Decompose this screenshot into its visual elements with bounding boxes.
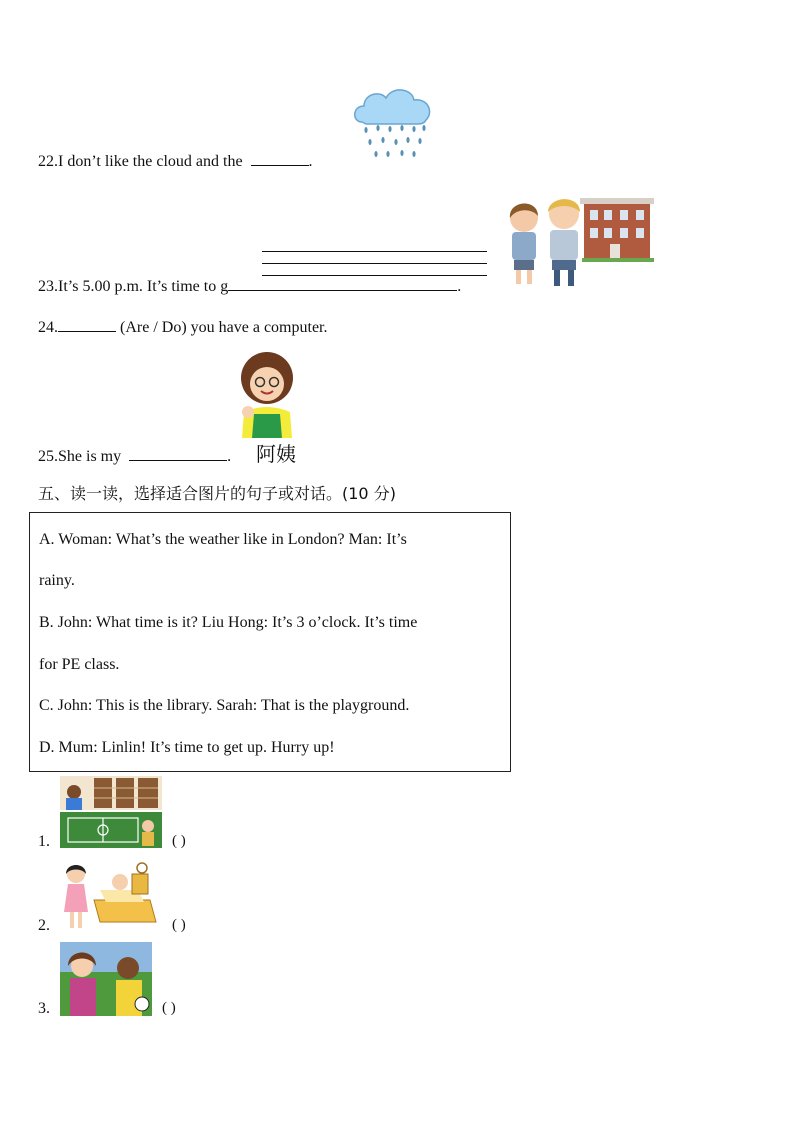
option-d: D. Mum: Linlin! It’s time to get up. Hurry up! <box>39 739 335 756</box>
answer-blank-22[interactable] <box>251 151 309 166</box>
question-22 <box>38 151 313 171</box>
option-c: C. John: This is the library. Sarah: That is the playground. <box>39 697 410 714</box>
question-23 <box>38 276 461 296</box>
option-b-line2: for PE class. <box>39 656 120 673</box>
library-playground-image <box>60 776 162 848</box>
question-25 <box>38 446 231 466</box>
item-3-answer[interactable]: ( ) <box>162 1000 176 1016</box>
question-23-period: . <box>457 278 462 295</box>
item-2-number: 2. <box>38 917 50 934</box>
option-a-line1: A. Woman: What’s the weather like in London? Man: It’s <box>39 531 407 548</box>
option-a-line2: rainy. <box>39 572 75 589</box>
answer-blank-25[interactable] <box>129 446 227 461</box>
answer-blank-23[interactable] <box>228 276 457 291</box>
students-school-image <box>502 192 654 290</box>
question-25-text: 25.She is my <box>38 448 122 465</box>
option-b-line1: B. John: What time is it? Liu Hong: It’s 3 o’clock. It’s time <box>39 614 418 631</box>
aunt-caption: 阿姨 <box>256 442 296 466</box>
item-1-answer[interactable]: ( ) <box>172 833 186 849</box>
question-22-period: . <box>308 153 313 170</box>
question-22-text: 22.I don’t like the cloud and the <box>38 153 243 170</box>
question-24-number: 24. <box>38 319 58 336</box>
options-box <box>29 512 511 772</box>
question-25-period: . <box>227 448 232 465</box>
answer-blank-24[interactable] <box>58 317 116 332</box>
item-2-answer[interactable]: ( ) <box>172 917 186 933</box>
item-3-number: 3. <box>38 1000 50 1017</box>
question-23-text: 23.It’s 5.00 p.m. It’s time to g <box>38 278 229 295</box>
answer-line-23a[interactable] <box>262 251 487 252</box>
rain-cloud-image <box>350 82 436 164</box>
question-24-text: (Are / Do) you have a computer. <box>120 319 328 336</box>
wake-up-image <box>60 860 158 932</box>
answer-line-23b[interactable] <box>262 263 487 264</box>
question-24 <box>38 317 327 337</box>
aunt-image <box>232 350 302 438</box>
section-5-heading: 五、读一读，选择适合图片的句子或对话。(10 分) <box>38 484 396 503</box>
kids-outdoors-image <box>60 942 152 1016</box>
item-1-number: 1. <box>38 833 50 850</box>
